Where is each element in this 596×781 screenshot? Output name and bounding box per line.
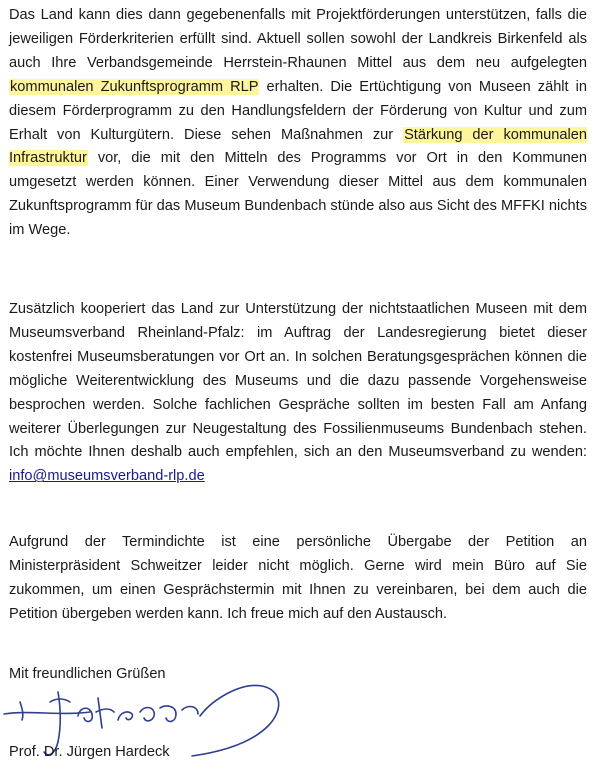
highlight-infrastruktur: Stärkung der kommunalen Infrastruktur xyxy=(9,126,587,167)
paragraph-funding xyxy=(9,4,587,243)
paragraph-funding-text-1: Das Land kann dies dann gegebenenfalls mit Projektförderungen unterstützen, falls die jeweiligen Förderkriterien erfüllt sind. Aktuell sollen sowohl der Landkreis Birkenfeld als auch Ihre Verbandsgemeinde Herrstein-Rhaunen Mittel aus dem neu aufgelegten xyxy=(9,7,587,71)
highlight-zukunftsprogramm: kommunalen Zukunftsprogramm RLP xyxy=(10,78,259,95)
signer-name: Prof. Dr. Jürgen Hardeck xyxy=(9,744,170,760)
paragraph-funding-text-3: vor, die mit den Mitteln des Programms vor Ort in den Kommunen umgesetzt werden können. Einer Verwendung dieser Mittel aus dem kommunalen Zukunftsprogramm für das Museum Bundenbach stünde also aus Sicht des MFFKI nichts im Wege. xyxy=(9,150,587,239)
paragraph-museumsverband xyxy=(9,298,587,489)
email-link[interactable]: info@museumsverband-rlp.de xyxy=(9,468,205,485)
paragraph-funding-text-2: erhalten. Die Ertüchtigung von Museen zählt in diesem Förderprogramm zu den Handlungsfeldern der Förderung von Kultur und zum Erhalt von Kulturgütern. Diese sehen Maßnahmen zur xyxy=(9,78,587,143)
closing-greeting: Mit freundlichen Grüßen xyxy=(9,666,166,682)
paragraph-petition: Aufgrund der Termindichte ist eine persönliche Übergabe der Petition an Ministerpräsident Schweitzer leider nicht möglich. Gerne wird mein Büro auf Sie zukommen, um einen Gesprächstermin mit Ihnen zu vereinbaren, bei dem auch die Petition übergeben werden kann. Ich freue mich auf den Austausch. xyxy=(9,534,587,622)
paragraph-museumsverband-text: Zusätzlich kooperiert das Land zur Unterstützung der nichtstaatlichen Museen mit dem Museumsverband Rheinland-Pfalz: im Auftrag der Landesregierung bietet dieser kostenfrei Museumsberatungen vor Ort an. In solchen Beratungsgesprächen können die mögliche Weiterentwicklung des Museums und die dazu passende Vorgehensweise besprochen werden. Solche fachlichen Gespräche sollten im besten Fall am Anfang weiterer Überlegungen zur Neugestaltung des Fossilienmuseums Bundenbach stehen. Ich möchte Ihnen deshalb auch empfehlen, sich an den Museumsverband zu wenden: xyxy=(9,301,587,461)
